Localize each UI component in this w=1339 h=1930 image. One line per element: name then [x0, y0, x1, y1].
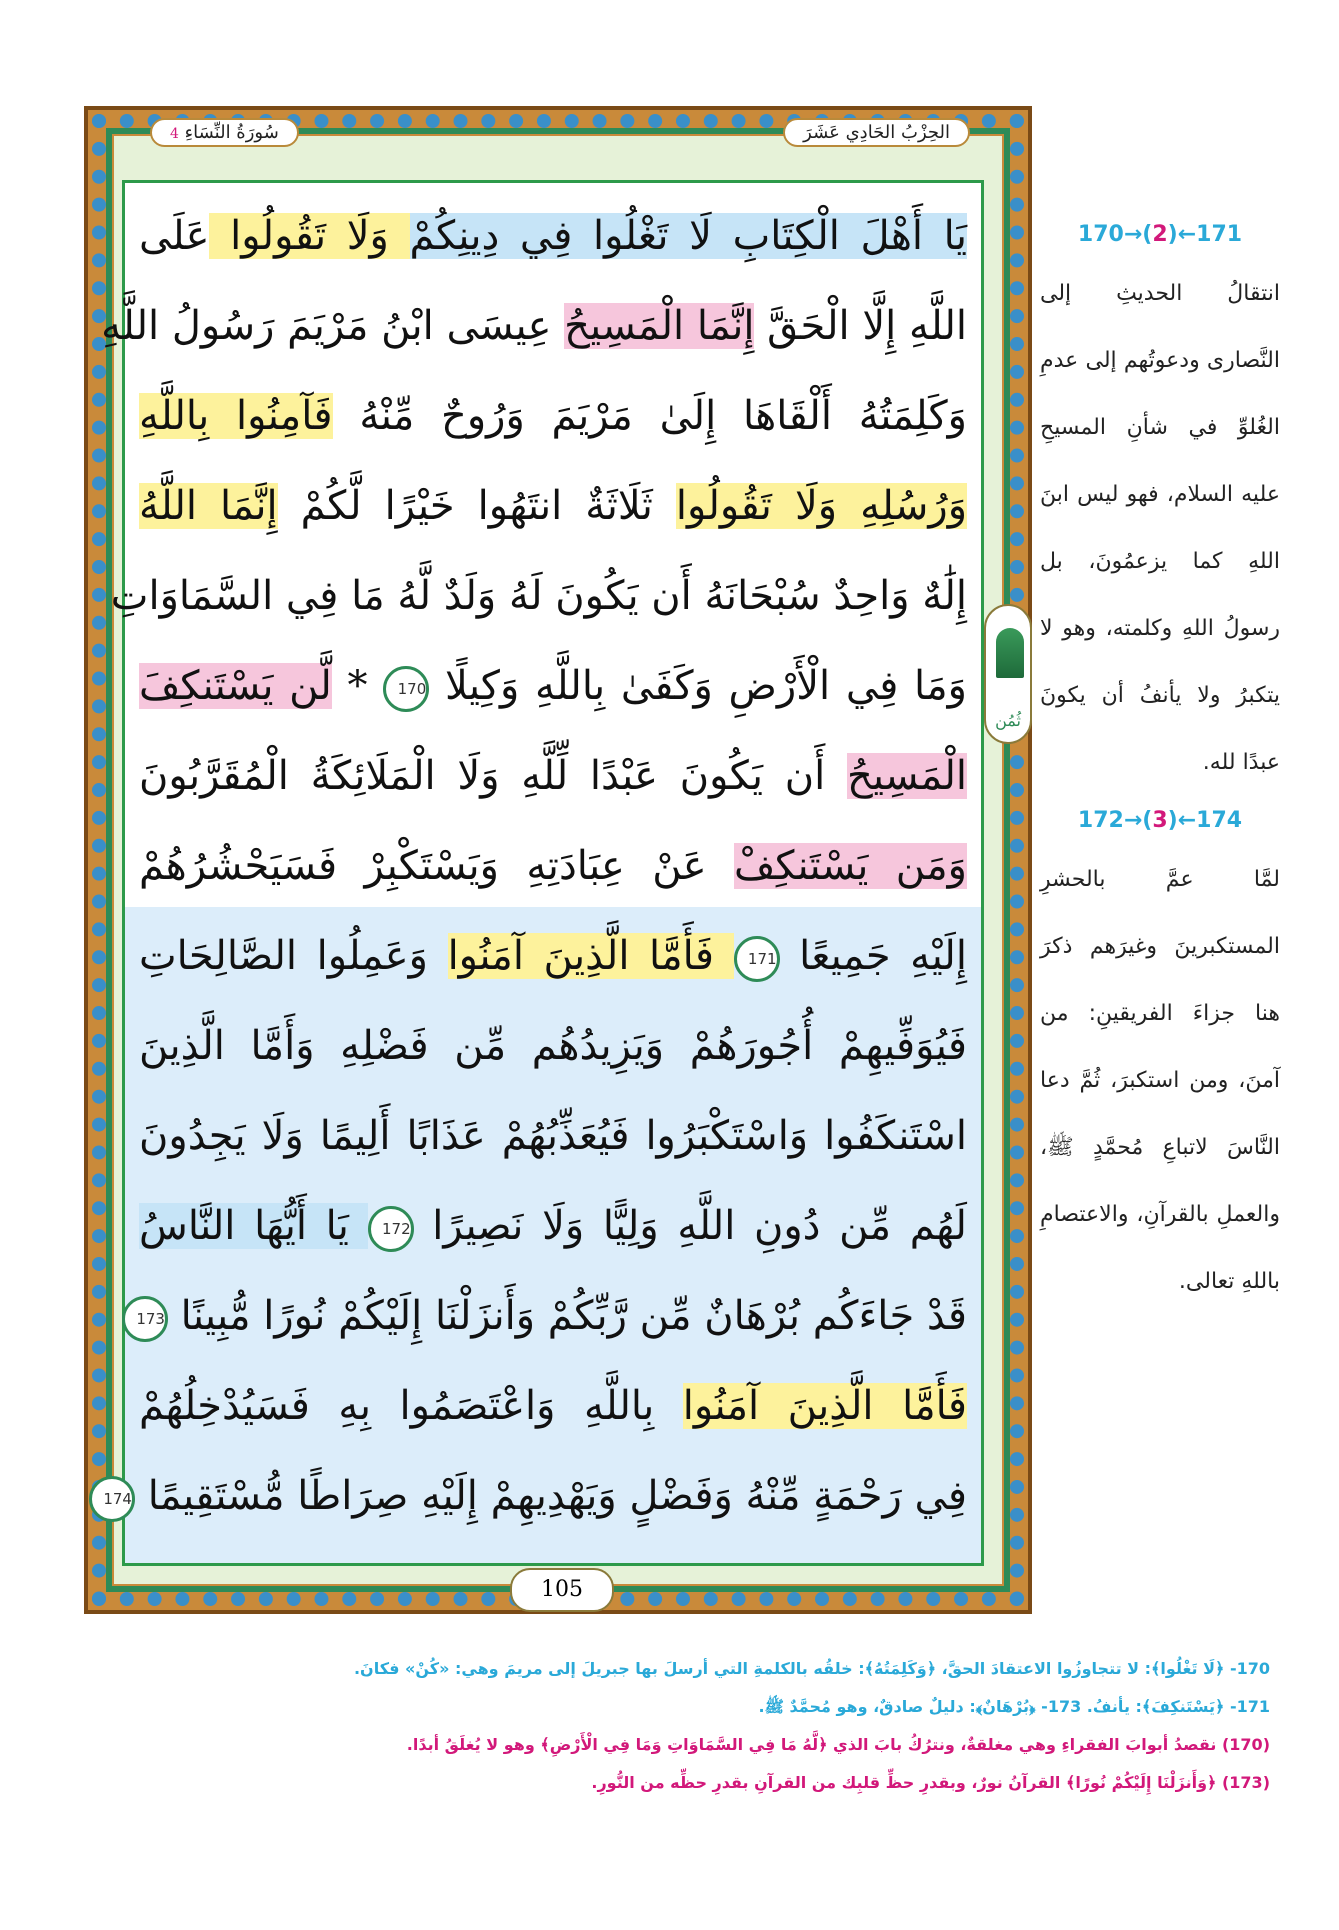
ayah-range-1: 170→(2)←171	[1077, 222, 1243, 247]
quran-line	[101, 281, 967, 371]
mosque-icon	[996, 628, 1024, 678]
ayah-range-2: 172→(3)←174	[1077, 808, 1243, 833]
range-to: 174	[1196, 808, 1243, 833]
footnote: (170) نقصدُ أبوابَ الفقراءِ وهي مغلقةٌ، ونترُكُ بابَ الذي ﴿لَّهُ مَا فِي السَّمَاوَاتِ وَمَا فِي الْأَرْضِ﴾ وهو لا يُغلَقُ أبدًا.	[406, 1735, 1270, 1754]
verse-segment: وَعَمِلُوا الصَّالِحَاتِ	[139, 933, 448, 979]
verse-segment: فَآمِنُوا بِاللَّهِ	[139, 393, 333, 439]
verse-segment: ثَلَاثَةٌ انتَهُوا خَيْرًا لَّكُمْ	[277, 483, 676, 529]
range-count: 2	[1152, 222, 1168, 247]
verse-segment: قَدْ جَاءَكُم بُرْهَانٌ مِّن رَّبِّكُمْ وَأَنزَلْنَا إِلَيْكُمْ نُورًا مُّبِينًا	[167, 1293, 967, 1339]
quran-line	[139, 821, 967, 911]
quran-line	[139, 641, 967, 731]
thumn-marker	[984, 604, 1032, 744]
verse-segment: وَرُسُلِهِ وَلَا تَقُولُوا	[675, 483, 968, 529]
verse-segment: فَأَمَّا الَّذِينَ آمَنُوا	[682, 1383, 967, 1429]
verse-segment: يَا أَيُّهَا النَّاسُ	[139, 1203, 368, 1249]
verse-segment: وَكَلِمَتُهُ أَلْقَاهَا إِلَىٰ مَرْيَمَ وَرُوحٌ مِّنْهُ	[332, 393, 967, 439]
side-text-1: انتقالُ الحديثِ إلى النَّصارى ودعوتُهم إلى عدمِ الغُلوِّ في شأنِ المسيحِ عليه السلام، فهو ليس ابنَ اللهِ كما يزعمُونَ، بل رسولُ اللهِ وكلمته، وهو لا يتكبرُ ولا يأنفُ أن يكونَ عبدًا لله.	[1040, 281, 1280, 775]
ayah-number-marker: 174	[89, 1476, 135, 1522]
thumn-label: ثُمُن	[995, 711, 1021, 730]
verse-segment: إِنَّمَا الْمَسِيحُ	[564, 303, 755, 349]
side-commentary	[1040, 210, 1280, 1315]
surah-name: سُورَةُ النِّسَاءِ	[184, 121, 279, 143]
quran-line	[139, 911, 967, 1001]
quran-line	[139, 731, 967, 821]
verse-segment: وَمَن يَسْتَنكِفْ	[733, 843, 967, 889]
range-to: 171	[1196, 222, 1243, 247]
footnote: (173) ﴿وَأَنزَلْنَا إِلَيْكُمْ نُورًا﴾ القرآنُ نورٌ، وبقدرِ حظِّ قلبِك من القرآنِ بقدرِ حظِّه من النُّورِ.	[591, 1773, 1270, 1792]
range-from: 170	[1077, 222, 1124, 247]
verse-segment: عِيسَى ابْنُ مَرْيَمَ رَسُولُ اللَّهِ	[101, 303, 565, 349]
quran-line	[139, 371, 967, 461]
verse-segment: إِنَّمَا اللَّهُ	[139, 483, 278, 529]
footnote: 170- ﴿لَا تَغْلُوا﴾: لا تتجاوزُوا الاعتقادَ الحقَّ، ﴿وَكَلِمَتُهُ﴾: خلقُه بالكلمةِ التي أرسلَ بها جبريلَ إلى مريمَ وهي: «كُنْ» فكانَ.	[353, 1659, 1270, 1678]
surah-label	[150, 118, 299, 147]
verse-segment: يَا أَهْلَ الْكِتَابِ لَا تَغْلُوا فِي دِينِكُمْ	[409, 213, 967, 259]
verse-segment: الْمَسِيحُ	[847, 753, 967, 799]
ayah-number-marker: 170	[383, 666, 429, 712]
verse-segment: وَلَا تَقُولُوا	[209, 213, 410, 259]
quran-line	[110, 551, 967, 641]
verse-segment: إِلَٰهٌ وَاحِدٌ سُبْحَانَهُ أَن يَكُونَ لَهُ وَلَدٌ لَّهُ مَا فِي السَّمَاوَاتِ	[110, 573, 967, 619]
verse-segment: وَمَا فِي الْأَرْضِ وَكَفَىٰ بِاللَّهِ وَكِيلًا	[429, 663, 967, 709]
verse-segment: عَلَى	[139, 213, 210, 259]
verse-segment: اللَّهِ إِلَّا الْحَقَّ	[754, 303, 967, 349]
surah-number: 4	[170, 125, 179, 142]
quran-text-area	[101, 180, 984, 1566]
quran-line	[139, 1091, 967, 1181]
quran-line	[139, 1001, 967, 1091]
range-count: 3	[1152, 808, 1168, 833]
ayah-number-marker: 173	[122, 1296, 168, 1342]
footnote: 171- ﴿يَسْتَنكِفَ﴾: يأنفُ. 173- ﴿بُرْهَانٌ﴾: دليلٌ صادقٌ، وهو مُحمَّدٌ ﷺ.	[758, 1697, 1270, 1716]
verse-segment: لَهُم مِّن دُونِ اللَّهِ وَلِيًّا وَلَا نَصِيرًا	[413, 1203, 967, 1249]
verse-segment: فَأَمَّا الَّذِينَ آمَنُوا	[447, 933, 734, 979]
ayah-number-marker: 171	[734, 936, 780, 982]
verse-segment: فَيُوَفِّيهِمْ أُجُورَهُمْ وَيَزِيدُهُم مِّن فَضْلِهِ وَأَمَّا الَّذِينَ	[139, 1023, 967, 1069]
verse-segment: اسْتَنكَفُوا وَاسْتَكْبَرُوا فَيُعَذِّبُهُمْ عَذَابًا أَلِيمًا وَلَا يَجِدُونَ	[139, 1113, 967, 1159]
verse-segment: بِاللَّهِ وَاعْتَصَمُوا بِهِ فَسَيُدْخِلُهُمْ	[139, 1383, 683, 1429]
verse-segment: *	[331, 663, 384, 709]
quran-line	[139, 1361, 967, 1451]
side-text-2: لمَّا عمَّ بالحشرِ المستكبرينَ وغيرَهم ذكرَ هنا جزاءَ الفريقينِ: من آمنَ، ومن استكبرَ، ثُمَّ دعا النَّاسَ لاتباعِ مُحمَّدٍ ﷺ، والعملِ بالقرآنِ، والاعتصامِ باللهِ تعالى.	[1040, 867, 1280, 1294]
footnotes	[90, 1650, 1270, 1802]
verse-segment: أَن يَكُونَ عَبْدًا لِّلَّهِ وَلَا الْمَلَائِكَةُ الْمُقَرَّبُونَ	[139, 753, 847, 799]
quran-lines	[101, 191, 968, 1541]
page-header	[150, 112, 970, 152]
verse-segment: لَّن يَسْتَنكِفَ	[139, 663, 332, 709]
verse-segment: فِي رَحْمَةٍ مِّنْهُ وَفَضْلٍ وَيَهْدِيهِمْ إِلَيْهِ صِرَاطًا مُّسْتَقِيمًا	[134, 1473, 967, 1519]
quran-line	[103, 1451, 967, 1541]
ayah-number-marker: 172	[368, 1206, 414, 1252]
verse-segment: إِلَيْهِ جَمِيعًا	[779, 933, 967, 979]
quran-line	[139, 461, 967, 551]
hizb-label: الحِزْبُ الحَادِي عَشَرَ	[783, 118, 970, 147]
range-from: 172	[1077, 808, 1124, 833]
verse-segment: عَنْ عِبَادَتِهِ وَيَسْتَكْبِرْ فَسَيَحْشُرُهُمْ	[139, 843, 734, 889]
quran-line	[139, 1181, 967, 1271]
quran-line	[136, 1271, 967, 1361]
quran-line	[139, 191, 967, 281]
page-number: 105	[510, 1568, 614, 1612]
